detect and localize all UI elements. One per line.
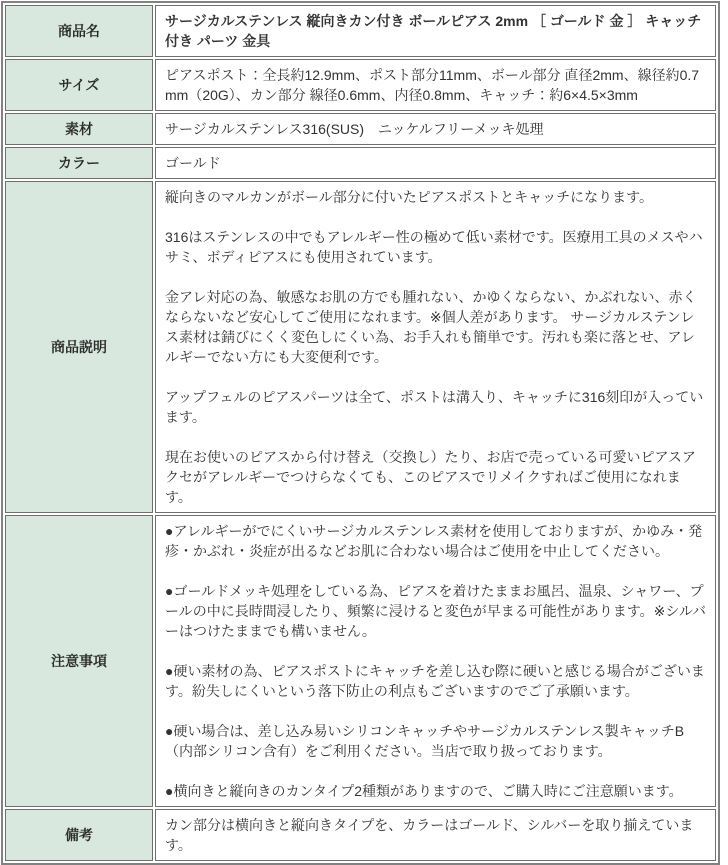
table-row-product-name xyxy=(5,5,716,57)
paragraph: ●硬い場合は、差し込み易いシリコンキャッチやサージカルステンレス製キャッチB（内部シリコン含有）をご利用ください。当店で取り扱っております。 xyxy=(165,723,685,759)
paragraph: 現在お使いのピアスから付け替え（交換し）たり、お店で売っている可愛いピアスアクセがアレルギーでつけらなくても、このピアスでリメイクすればご使用になれます。 xyxy=(165,449,696,505)
paragraph: 金アレ対応の為、敏感なお肌の方でも腫れない、かゆくならない、かぶれない、赤くならないなど安心してご使用になれます。※個人差があります。 サージカルステンレス素材は錆びにくく変色しにくい為、お手入れも簡単です。汚れも楽に落とせ、アレルギーでない方にも大変便利です。 xyxy=(165,289,697,365)
paragraph: ●硬い素材の為、ピアスポストにキャッチを差し込む際に硬いと感じる場合がございます。紛失しにくいという落下防止の利点もございますのでご了承願います。 xyxy=(165,663,705,699)
row-value-product-name xyxy=(155,5,716,57)
row-value-material xyxy=(155,113,716,145)
table-row-remarks xyxy=(5,809,716,861)
paragraph: ●横向きと縦向きのカンタイプ2種類がありますので、ご購入時にご注意願います。 xyxy=(165,783,683,799)
table-row-material xyxy=(5,113,716,145)
table-row-notes xyxy=(5,515,716,807)
table-row-color xyxy=(5,147,716,179)
paragraph: サージカルステンレス316(SUS) ニッケルフリーメッキ処理 xyxy=(165,121,544,137)
table-row-description xyxy=(5,181,716,513)
row-label-color: カラー xyxy=(5,147,153,179)
paragraph: 316はステンレスの中でもアレルギー性の極めて低い素材です。医療用工具のメスやハサミ、ボディピアスにも使用されています。 xyxy=(165,229,703,265)
row-value-description xyxy=(155,181,716,513)
row-label-remarks: 備考 xyxy=(5,809,153,861)
row-label-notes: 注意事項 xyxy=(5,515,153,807)
paragraph: カン部分は横向きと縦向きタイプを、カラーはゴールド、シルバーを取り揃えています。 xyxy=(165,817,694,853)
paragraph: ピアスポスト：全長約12.9mm、ポスト部分11mm、ボール部分 直径2mm、線径約0.7mm（20G）、カン部分 線径0.6mm、内径0.8mm、キャッチ：約6×4.5×3mm xyxy=(165,67,700,103)
product-spec-table xyxy=(1,1,720,865)
row-label-size: サイズ xyxy=(5,59,153,111)
product-spec-table-body xyxy=(5,5,716,861)
row-label-product-name: 商品名 xyxy=(5,5,153,57)
row-label-description: 商品説明 xyxy=(5,181,153,513)
paragraph: アップフェルのピアスパーツは全て、ポストは溝入り、キャッチに316刻印が入っています。 xyxy=(165,389,704,425)
paragraph: 縦向きのマルカンがボール部分に付いたピアスポストとキャッチになります。 xyxy=(165,189,654,205)
paragraph: ●アレルギーがでにくいサージカルステンレス素材を使用しておりますが、かゆみ・発疹・かぶれ・炎症が出るなどお肌に合わない場合はご使用を中止してください。 xyxy=(165,523,703,559)
paragraph: サージカルステンレス 縦向きカン付き ボールピアス 2mm ［ ゴールド 金 ］ キャッチ付き パーツ 金具 xyxy=(165,13,702,49)
row-label-material: 素材 xyxy=(5,113,153,145)
row-value-remarks xyxy=(155,809,716,861)
row-value-size xyxy=(155,59,716,111)
row-value-color xyxy=(155,147,716,179)
row-value-notes xyxy=(155,515,716,807)
table-row-size xyxy=(5,59,716,111)
paragraph: ●ゴールドメッキ処理をしている為、ピアスを着けたままお風呂、温泉、シャワー、プールの中に長時間浸したり、頻繁に浸けると変色が早まる可能性があります。※シルバーはつけたままでも構いません。 xyxy=(165,583,706,639)
paragraph: ゴールド xyxy=(165,155,221,171)
